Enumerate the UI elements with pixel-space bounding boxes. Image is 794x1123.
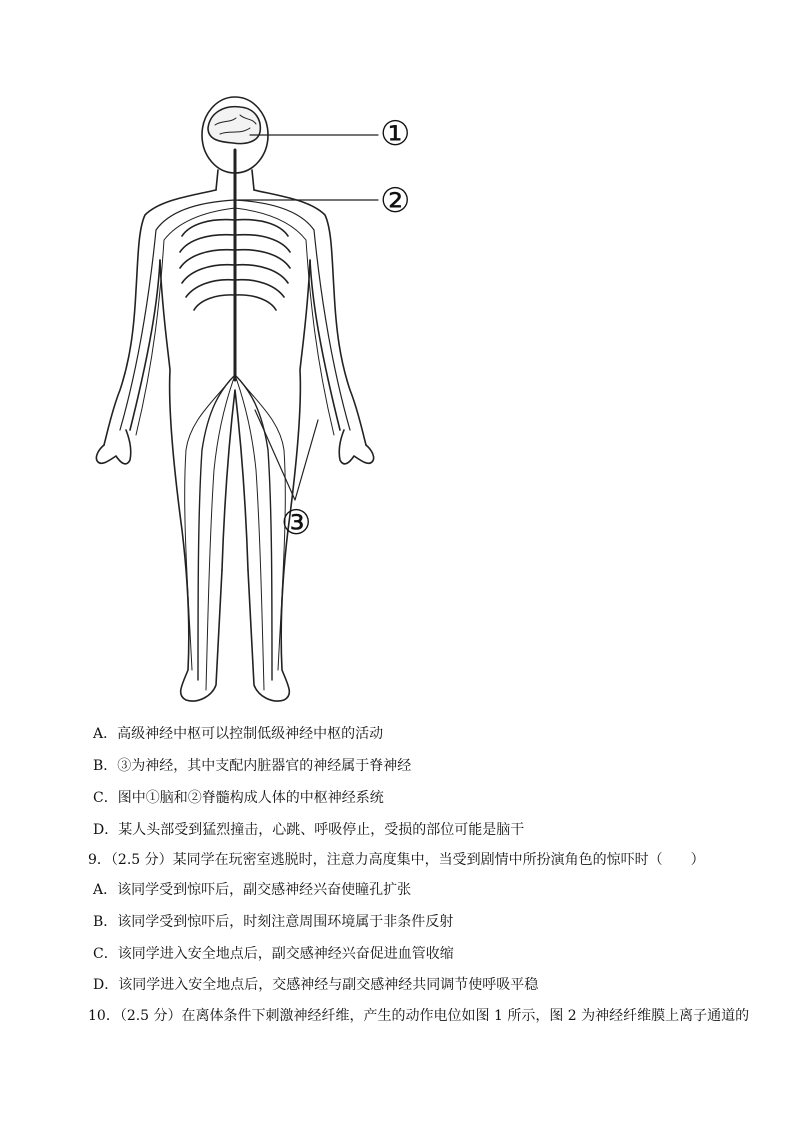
q9-option-d: D．该同学进入安全地点后，交感神经与副交感神经共同调节使呼吸平稳 xyxy=(93,977,539,993)
q9-option-b: B．该同学受到惊吓后，时刻注意周围环境属于非条件反射 xyxy=(93,914,454,930)
q9-option-a: A．该同学受到惊吓后，副交感神经兴奋使瞳孔扩张 xyxy=(93,882,412,898)
q8-option-b: B．③为神经，其中支配内脏器官的神经属于脊神经 xyxy=(93,758,412,774)
q8-option-d: D．某人头部受到猛烈撞击，心跳、呼吸停止，受损的部位可能是脑干 xyxy=(93,822,525,838)
q8-option-c: C．图中①脑和②脊髓构成人体的中枢神经系统 xyxy=(93,790,384,806)
q8-option-a: A．高级神经中枢可以控制低级神经中枢的活动 xyxy=(93,726,384,742)
human-body-illustration xyxy=(90,90,430,710)
nervous-system-figure xyxy=(90,90,430,710)
callout-3-nerves: ③ xyxy=(281,503,312,543)
q9-stem: 9．（2.5 分）某同学在玩密室逃脱时，注意力高度集中，当受到剧情中所扮演角色的惊吓时（ ） xyxy=(88,852,705,868)
q9-option-c: C．该同学进入安全地点后，副交感神经兴奋促进血管收缩 xyxy=(93,946,454,962)
q10-stem: 10．（2.5 分）在离体条件下刺激神经纤维，产生的动作电位如图 1 所示，图 2 为神经纤维膜上离子通道的 xyxy=(88,1008,750,1024)
callout-1-brain: ① xyxy=(380,114,411,154)
callout-2-spinal-cord: ② xyxy=(380,181,411,221)
